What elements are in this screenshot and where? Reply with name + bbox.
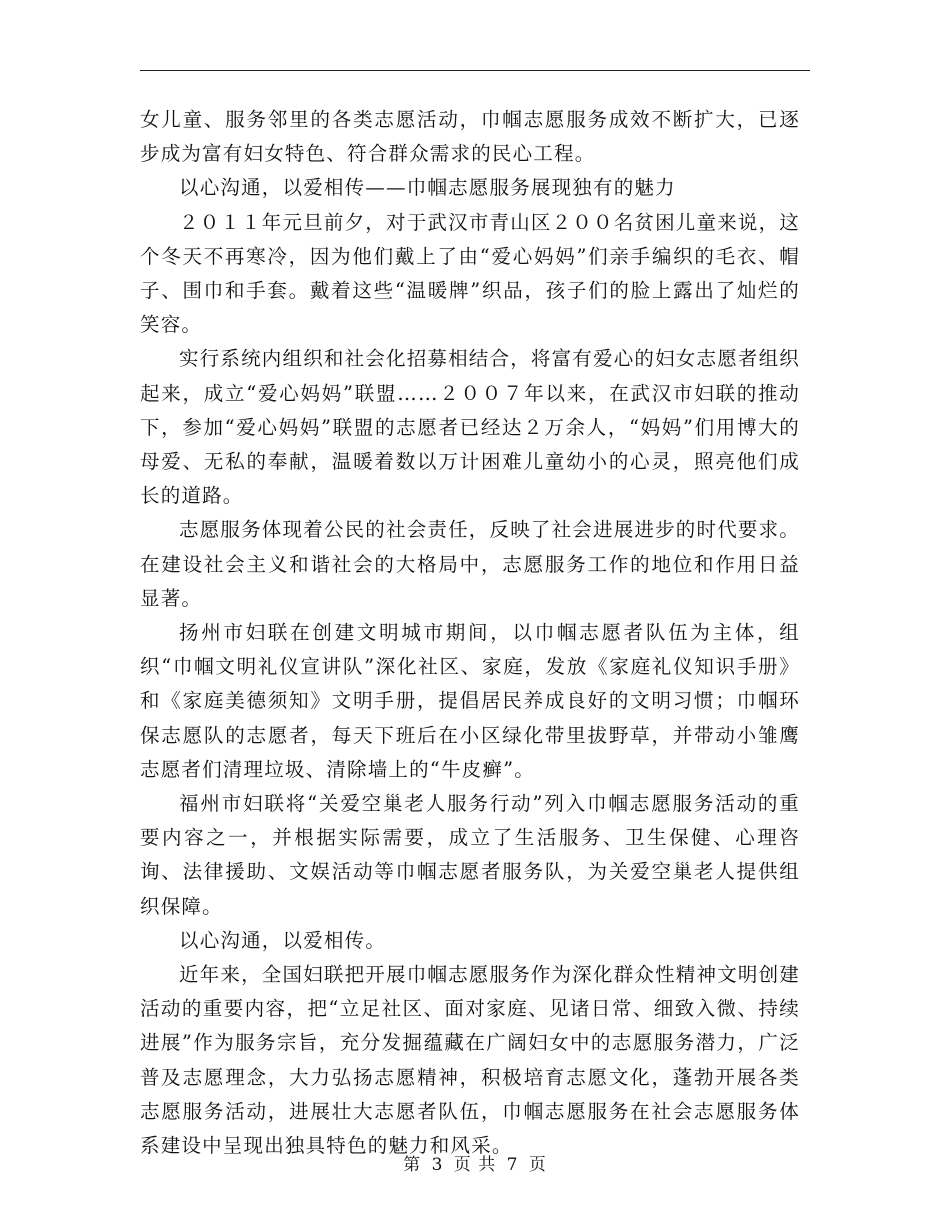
header-rule [140, 70, 810, 71]
paragraph: 近年来，全国妇联把开展巾帼志愿服务作为深化群众性精神文明创建活动的重要内容，把“立足社区、面对家庭、见诸日常、细致入微、持续进展”作为服务宗旨，充分发掘蕴藏在广阔妇女中的志愿服务潜力，广泛普及志愿理念，大力弘扬志愿精神，积极培育志愿文化，蓬勃开展各类志愿服务活动，进展壮大志愿者队伍，巾帼志愿服务在社会志愿服务体系建设中呈现出独具特色的魅力和风采。 [140, 963, 801, 1158]
paragraph: ２０１１年元旦前夕，对于武汉市青山区２００名贫困儿童来说，这个冬天不再寒冷，因为他们戴上了由“爱心妈妈”们亲手编织的毛衣、帽子、围巾和手套。戴着这些“温暖牌”织品，孩子们的脸上露出了灿烂的笑容。 [140, 210, 801, 337]
paragraph: 扬州市妇联在创建文明城市期间，以巾帼志愿者队伍为主体，组织“巾帼文明礼仪宣讲队”深化社区、家庭，发放《家庭礼仪知识手册》和《家庭美德须知》文明手册，提倡居民养成良好的文明习惯；巾帼环保志愿队的志愿者，每天下班后在小区绿化带里拔野草，并带动小雏鹰志愿者们清理垃圾、清除墙上的“牛皮癣”。 [140, 621, 800, 781]
paragraph: 福州市妇联将“关爱空巢老人服务行动”列入巾帼志愿服务活动的重要内容之一，并根据实际需要，成立了生活服务、卫生保健、心理咨询、法律援助、文娱活动等巾帼志愿者服务队，为关爱空巢老人提供组织保障。 [140, 792, 800, 918]
paragraph: 女儿童、服务邻里的各类志愿活动，巾帼志愿服务成效不断扩大，已逐步成为富有妇女特色、符合群众需求的民心工程。 [140, 108, 800, 166]
paragraph: 以心沟通，以爱相传。 [179, 928, 387, 952]
paragraph: 志愿服务体现着公民的社会责任，反映了社会进展进步的时代要求。在建设社会主义和谐社会的大格局中，志愿服务工作的地位和作用日益显著。 [140, 518, 801, 610]
document-body [140, 103, 800, 1163]
page-suffix: 页 [528, 1155, 547, 1175]
page-footer [0, 1150, 950, 1175]
page-middle: 页 共 [453, 1155, 497, 1175]
paragraph: 以心沟通，以爱相传——巾帼志愿服务展现独有的魅力 [179, 176, 676, 200]
page-number: 3 [431, 1155, 444, 1175]
page-prefix: 第 [403, 1155, 422, 1175]
paragraph: 实行系统内组织和社会化招募相结合，将富有爱心的妇女志愿者组织起来，成立“爱心妈妈”联盟……２００７年以来，在武汉市妇联的推动下，参加“爱心妈妈”联盟的志愿者已经达２万余人，“妈妈”们用博大的母爱、无私的奉献，温暖着数以万计困难儿童幼小的心灵，照亮他们成长的道路。 [140, 347, 801, 508]
page-total: 7 [506, 1155, 519, 1175]
